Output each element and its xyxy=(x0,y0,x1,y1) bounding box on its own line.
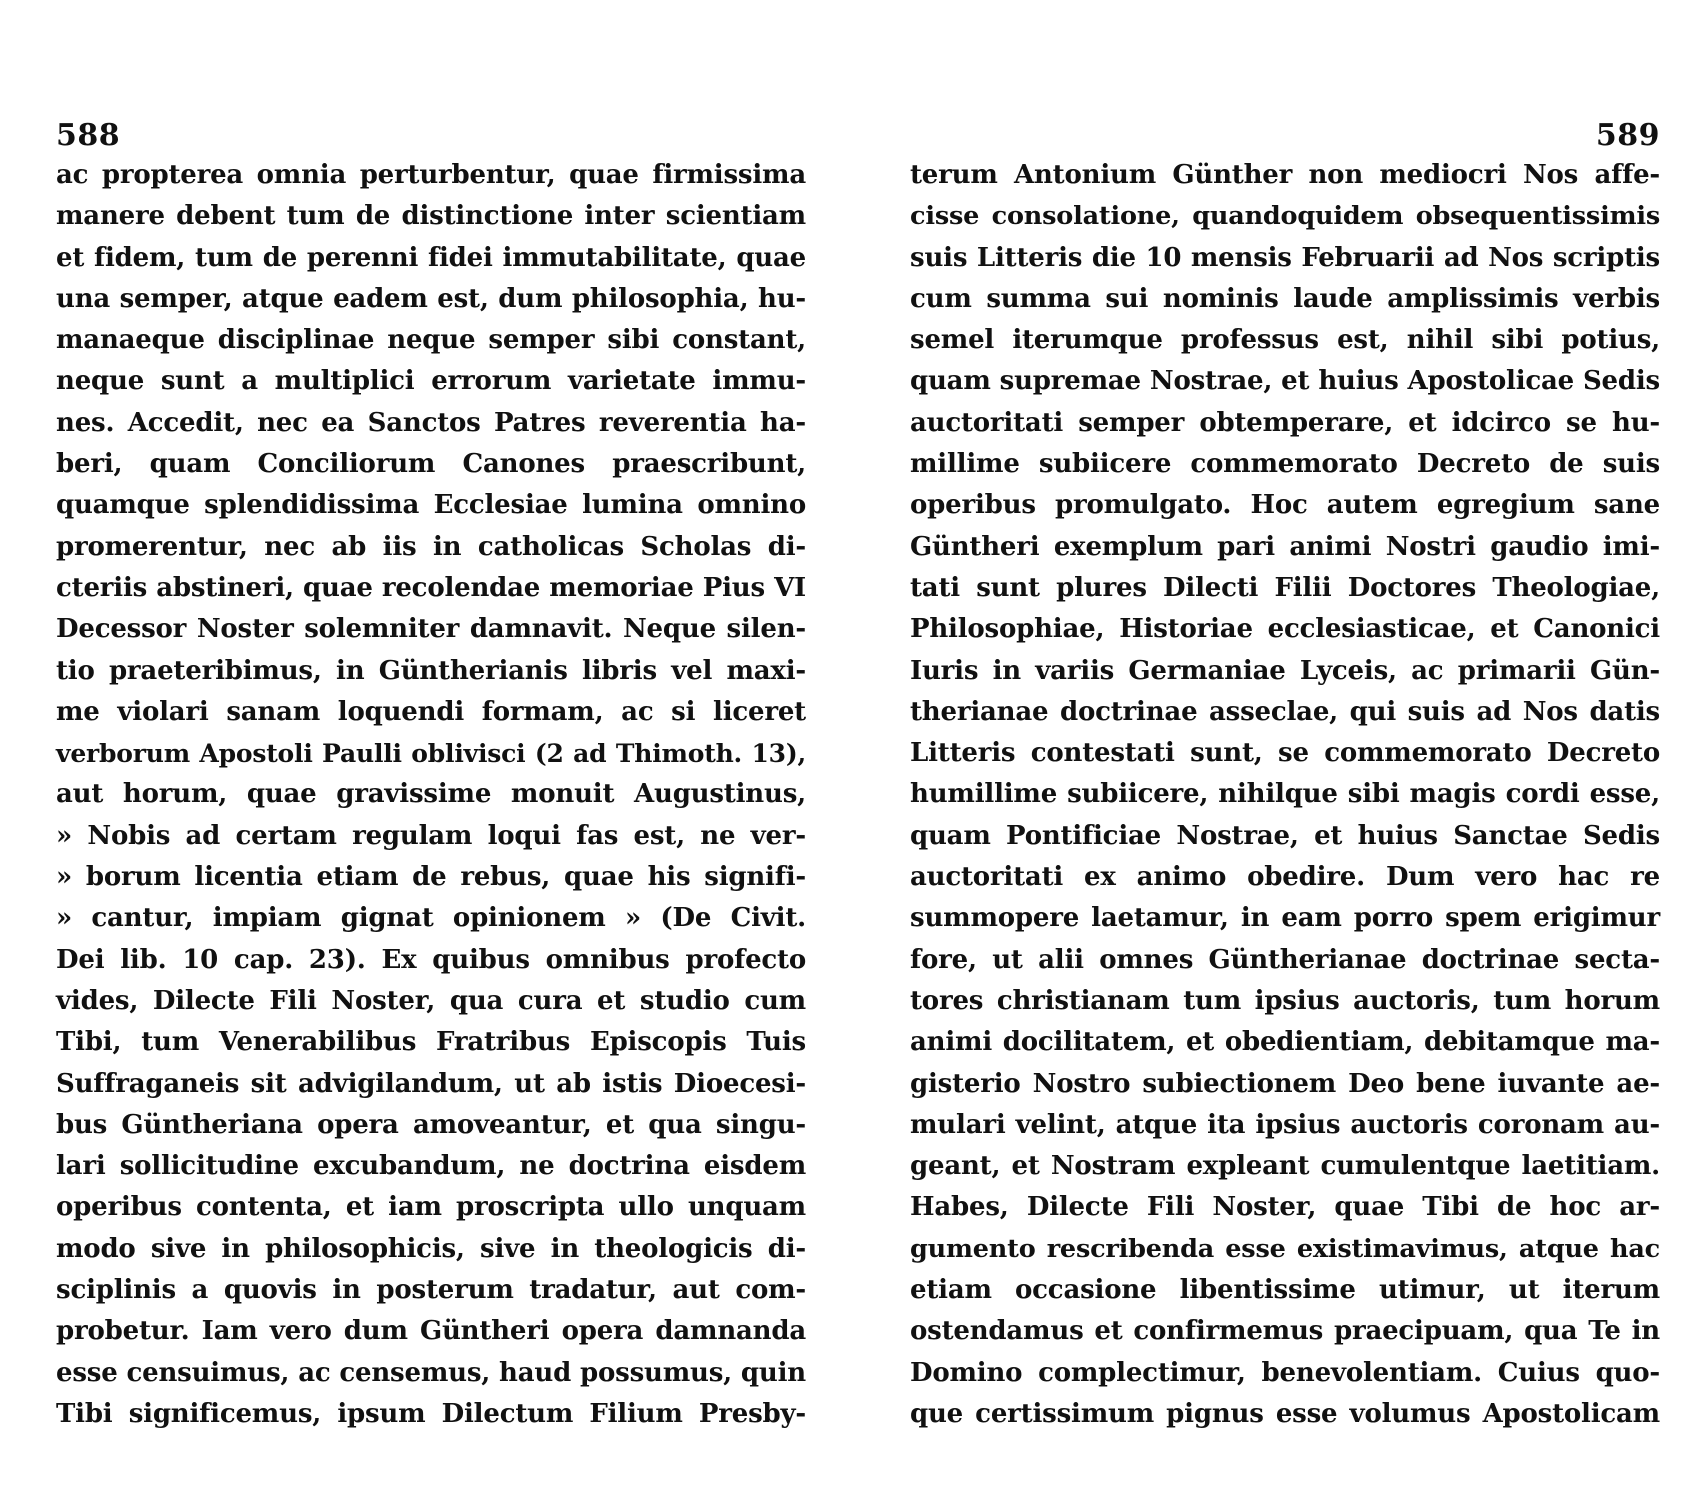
text-line: nes. Accedit, nec ea Sanctos Patres reverentia ha- xyxy=(56,407,806,438)
text-line: ostendamus et confirmemus praecipuam, qua Te in xyxy=(910,1316,1660,1347)
text-line: tati sunt plures Dilecti Filii Doctores Theologiae, xyxy=(910,572,1660,603)
text-line: operibus promulgato. Hoc autem egregium sane xyxy=(910,490,1660,521)
text-line: » Nobis ad certam regulam loqui fas est, ne ver- xyxy=(56,820,806,851)
text-line: gumento rescribenda esse existimavimus, atque hac xyxy=(910,1233,1660,1264)
text-line: verborum Apostoli Paulli oblivisci (2 ad Thimoth. 13), xyxy=(56,739,806,769)
text-line: therianae doctrinae asseclae, qui suis ad Nos datis xyxy=(910,696,1660,727)
text-line: terum Antonium Günther non mediocri Nos affe- xyxy=(910,160,1660,190)
text-line: beri, quam Conciliorum Canones praescribunt, xyxy=(56,449,806,480)
text-line: Suffraganeis sit advigilandum, ut ab istis Dioecesi- xyxy=(56,1068,806,1099)
text-line: tores christianam tum ipsius auctoris, tum horum xyxy=(910,985,1660,1016)
text-line: millime subiicere commemorato Decreto de suis xyxy=(910,449,1660,480)
right-page-text xyxy=(910,155,1660,1435)
text-line: et fidem, tum de perenni fidei immutabilitate, quae xyxy=(56,242,806,273)
text-line: tio praeteribimus, in Güntherianis libris vel maxi- xyxy=(56,655,806,686)
text-line: esse censuimus, ac censemus, haud possumus, quin xyxy=(56,1357,806,1388)
text-line: me violari sanam loquendi formam, ac si liceret xyxy=(56,696,806,727)
text-line: animi docilitatem, et obedientiam, debitamque ma- xyxy=(910,1027,1660,1058)
text-line: auctoritati ex animo obedire. Dum vero hac re xyxy=(910,862,1660,893)
text-line: quam Pontificiae Nostrae, et huius Sanctae Sedis xyxy=(910,820,1660,851)
text-line: mulari velint, atque ita ipsius auctoris coronam au- xyxy=(910,1109,1660,1140)
text-line: humillime subiicere, nihilque sibi magis cordi esse, xyxy=(910,779,1660,810)
text-line: suis Litteris die 10 mensis Februarii ad Nos scriptis xyxy=(910,242,1660,273)
text-line: una semper, atque eadem est, dum philosophia, hu- xyxy=(56,283,806,314)
text-line: Domino complectimur, benevolentiam. Cuius quo- xyxy=(910,1357,1660,1388)
text-line: Decessor Noster solemniter damnavit. Neque silen- xyxy=(56,614,806,645)
text-line: operibus contenta, et iam proscripta ullo unquam xyxy=(56,1192,806,1223)
text-line: quam supremae Nostrae, et huius Apostolicae Sedis xyxy=(910,366,1660,397)
text-line: etiam occasione libentissime utimur, ut iterum xyxy=(910,1275,1660,1306)
text-line: cisse consolatione, quandoquidem obsequentissimis xyxy=(910,201,1660,232)
text-line: cum summa sui nominis laude amplissimis verbis xyxy=(910,283,1660,314)
text-line: quamque splendidissima Ecclesiae lumina omnino xyxy=(56,490,806,521)
text-line: promerentur, nec ab iis in catholicas Scholas di- xyxy=(56,531,806,562)
text-line: modo sive in philosophicis, sive in theologicis di- xyxy=(56,1233,806,1264)
text-line: Habes, Dilecte Fili Noster, quae Tibi de hoc ar- xyxy=(910,1192,1660,1223)
text-line: Tibi, tum Venerabilibus Fratribus Episcopis Tuis xyxy=(56,1027,806,1058)
text-line: fore, ut alii omnes Güntherianae doctrinae secta- xyxy=(910,944,1660,975)
text-line: ac propterea omnia perturbentur, quae firmissima xyxy=(56,160,806,190)
text-line: neque sunt a multiplici errorum varietate immu- xyxy=(56,366,806,397)
text-line: lari sollicitudine excubandum, ne doctrina eisdem xyxy=(56,1151,806,1182)
text-line: Litteris contestati sunt, se commemorato Decreto xyxy=(910,738,1660,769)
text-line: Tibi significemus, ipsum Dilectum Filium Presby- xyxy=(56,1398,806,1429)
text-line: sciplinis a quovis in posterum tradatur, aut com- xyxy=(56,1275,806,1306)
text-line: aut horum, quae gravissime monuit Augustinus, xyxy=(56,779,806,810)
text-line: Dei lib. 10 cap. 23). Ex quibus omnibus profecto xyxy=(56,944,806,975)
text-line: bus Güntheriana opera amoveantur, et qua singu- xyxy=(56,1109,806,1140)
left-page-text xyxy=(56,155,806,1435)
text-line: gisterio Nostro subiectionem Deo bene iuvante ae- xyxy=(910,1068,1660,1099)
text-line: geant, et Nostram expleant cumulentque laetitiam. xyxy=(910,1151,1660,1182)
text-line: Philosophiae, Historiae ecclesiasticae, et Canonici xyxy=(910,614,1660,645)
page-number-right: 589 xyxy=(1595,118,1660,153)
text-line: vides, Dilecte Fili Noster, qua cura et studio cum xyxy=(56,985,806,1016)
text-line: Güntheri exemplum pari animi Nostri gaudio imi- xyxy=(910,531,1660,562)
text-line: manaeque disciplinae neque semper sibi constant, xyxy=(56,325,806,356)
page-number-left: 588 xyxy=(56,118,121,153)
text-line: summopere laetamur, in eam porro spem erigimur xyxy=(910,903,1660,934)
text-line: semel iterumque professus est, nihil sibi potius, xyxy=(910,325,1660,356)
text-line: manere debent tum de distinctione inter scientiam xyxy=(56,201,806,232)
text-line: » cantur, impiam gignat opinionem » (De Civit. xyxy=(56,903,806,934)
text-line: probetur. Iam vero dum Güntheri opera damnanda xyxy=(56,1316,806,1347)
text-line: auctoritati semper obtemperare, et idcirco se hu- xyxy=(910,407,1660,438)
text-line: que certissimum pignus esse volumus Apostolicam xyxy=(910,1398,1660,1429)
text-line: cteriis abstineri, quae recolendae memoriae Pius VI xyxy=(56,572,806,603)
text-line: » borum licentia etiam de rebus, quae his signifi- xyxy=(56,862,806,893)
text-line: Iuris in variis Germaniae Lyceis, ac primarii Gün- xyxy=(910,655,1660,686)
